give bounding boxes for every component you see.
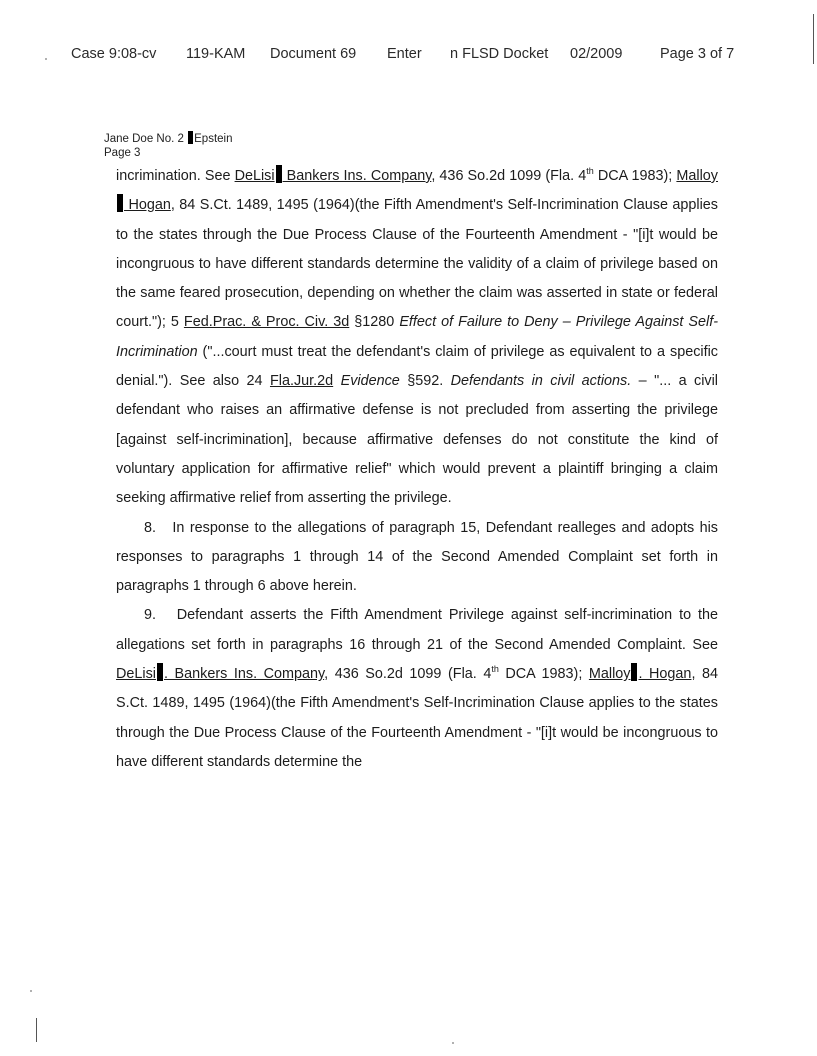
redaction-mark xyxy=(276,165,282,183)
paragraph-8: 8. In response to the allegations of paragraph 15, Defendant realleges and adopts his responses to paragraphs 1 through 14 of the Second Amended Complaint set forth in paragraphs 1 through 6 above herein. xyxy=(116,519,718,595)
citation-malloy: Malloy Hogan xyxy=(116,168,718,213)
citation-fed-prac: Fed.Prac. & Proc. Civ. 3d xyxy=(183,314,350,331)
redaction-mark xyxy=(157,663,163,681)
party-a: Jane Doe No. 2 xyxy=(104,133,184,145)
scan-speck xyxy=(45,58,47,60)
italic-evidence: Evidence xyxy=(340,373,400,390)
entered-label: Enter xyxy=(387,46,422,62)
citation-delisi: DeLisi Bankers Ins. Company xyxy=(235,168,432,184)
case-number: 119-KAM xyxy=(186,46,246,62)
scan-edge-line xyxy=(36,1018,37,1042)
paragraph-9: 9. Defendant asserts the Fifth Amendment Privilege against self-incrimination to the allegations set forth in paragraphs 16 through 21 of the Second Amended Complaint. See DeLisi . Bankers Ins. Company, 436 So.2d 1099 (Fla. 4th DCA 1983); Malloy . Hogan, 84 S.Ct. 1489, 1495 (1964)(the Fifth Amendment's Self-Incrimination Clause applies to the states through the Due Process Clause of the Fourteenth Amendment - "[i]t would be incongruous to have different standards determine the xyxy=(116,607,719,770)
sub-page-number: Page 3 xyxy=(104,147,141,159)
party-b: Epstein xyxy=(194,133,233,145)
scan-speck xyxy=(452,1042,454,1044)
page-count: Page 3 of 7 xyxy=(660,46,735,62)
docket-label: n FLSD Docket xyxy=(450,46,549,62)
document-number: Document 69 xyxy=(270,46,357,62)
italic-defendants: Defendants in civil actions. xyxy=(450,373,632,390)
paragraph-continuation: incrimination. See DeLisi Bankers Ins. Company, 436 So.2d 1099 (Fla. 4th DCA 1983); Malloy Hogan, 84 S.Ct. 1489, 1495 (1964)(the Fifth Amendment's Self-Incrimination Clause applies to the states through the Due Process Clause of the Fourteenth Amendment - "[i]t would be incongruous to have different standards determine the validity of a claim of privilege based on the same feared prosecution, depending on whether the claim was asserted in state or federal court."); 5 Fed.Prac. & Proc. Civ. 3d §1280 Effect of Failure to Deny – Privilege Against Self-Incrimination ("...court must treat the defendant's claim of privilege as equivalent to a specific denial."). See also 24 Fla.Jur.2d Evidence §592. Defendants in civil actions. – "... a civil defendant who raises an affirmative defense is not precluded from asserting the privilege [against self-incrimination], because affirmative defenses do not constitute the kind of voluntary application for affirmative relief" which would prevent a plaintiff bringing a claim seeking affirmative relief from asserting the privilege. xyxy=(116,166,719,507)
redaction-mark xyxy=(117,194,123,212)
case-prefix: Case 9:08-cv xyxy=(71,46,157,62)
citation-fla-jur: Fla.Jur.2d xyxy=(269,373,334,390)
scan-speck xyxy=(30,990,32,992)
caption-line xyxy=(104,131,232,146)
citation-delisi: DeLisi . Bankers Ins. Company xyxy=(116,666,324,682)
docket-date: 02/2009 xyxy=(570,46,623,62)
italic-title: Effect of Failure to Deny – Privilege Against Self-Incrimination xyxy=(116,314,719,360)
citation-malloy: Malloy . Hogan xyxy=(589,666,692,682)
sub-header xyxy=(104,131,232,160)
redaction-mark xyxy=(188,131,193,144)
redaction-mark xyxy=(631,663,637,681)
scan-edge-line xyxy=(813,14,814,64)
page-header xyxy=(0,46,817,68)
paragraph-number: 8. xyxy=(144,519,157,536)
paragraph-number: 9. xyxy=(144,607,157,624)
document-body xyxy=(116,162,718,777)
